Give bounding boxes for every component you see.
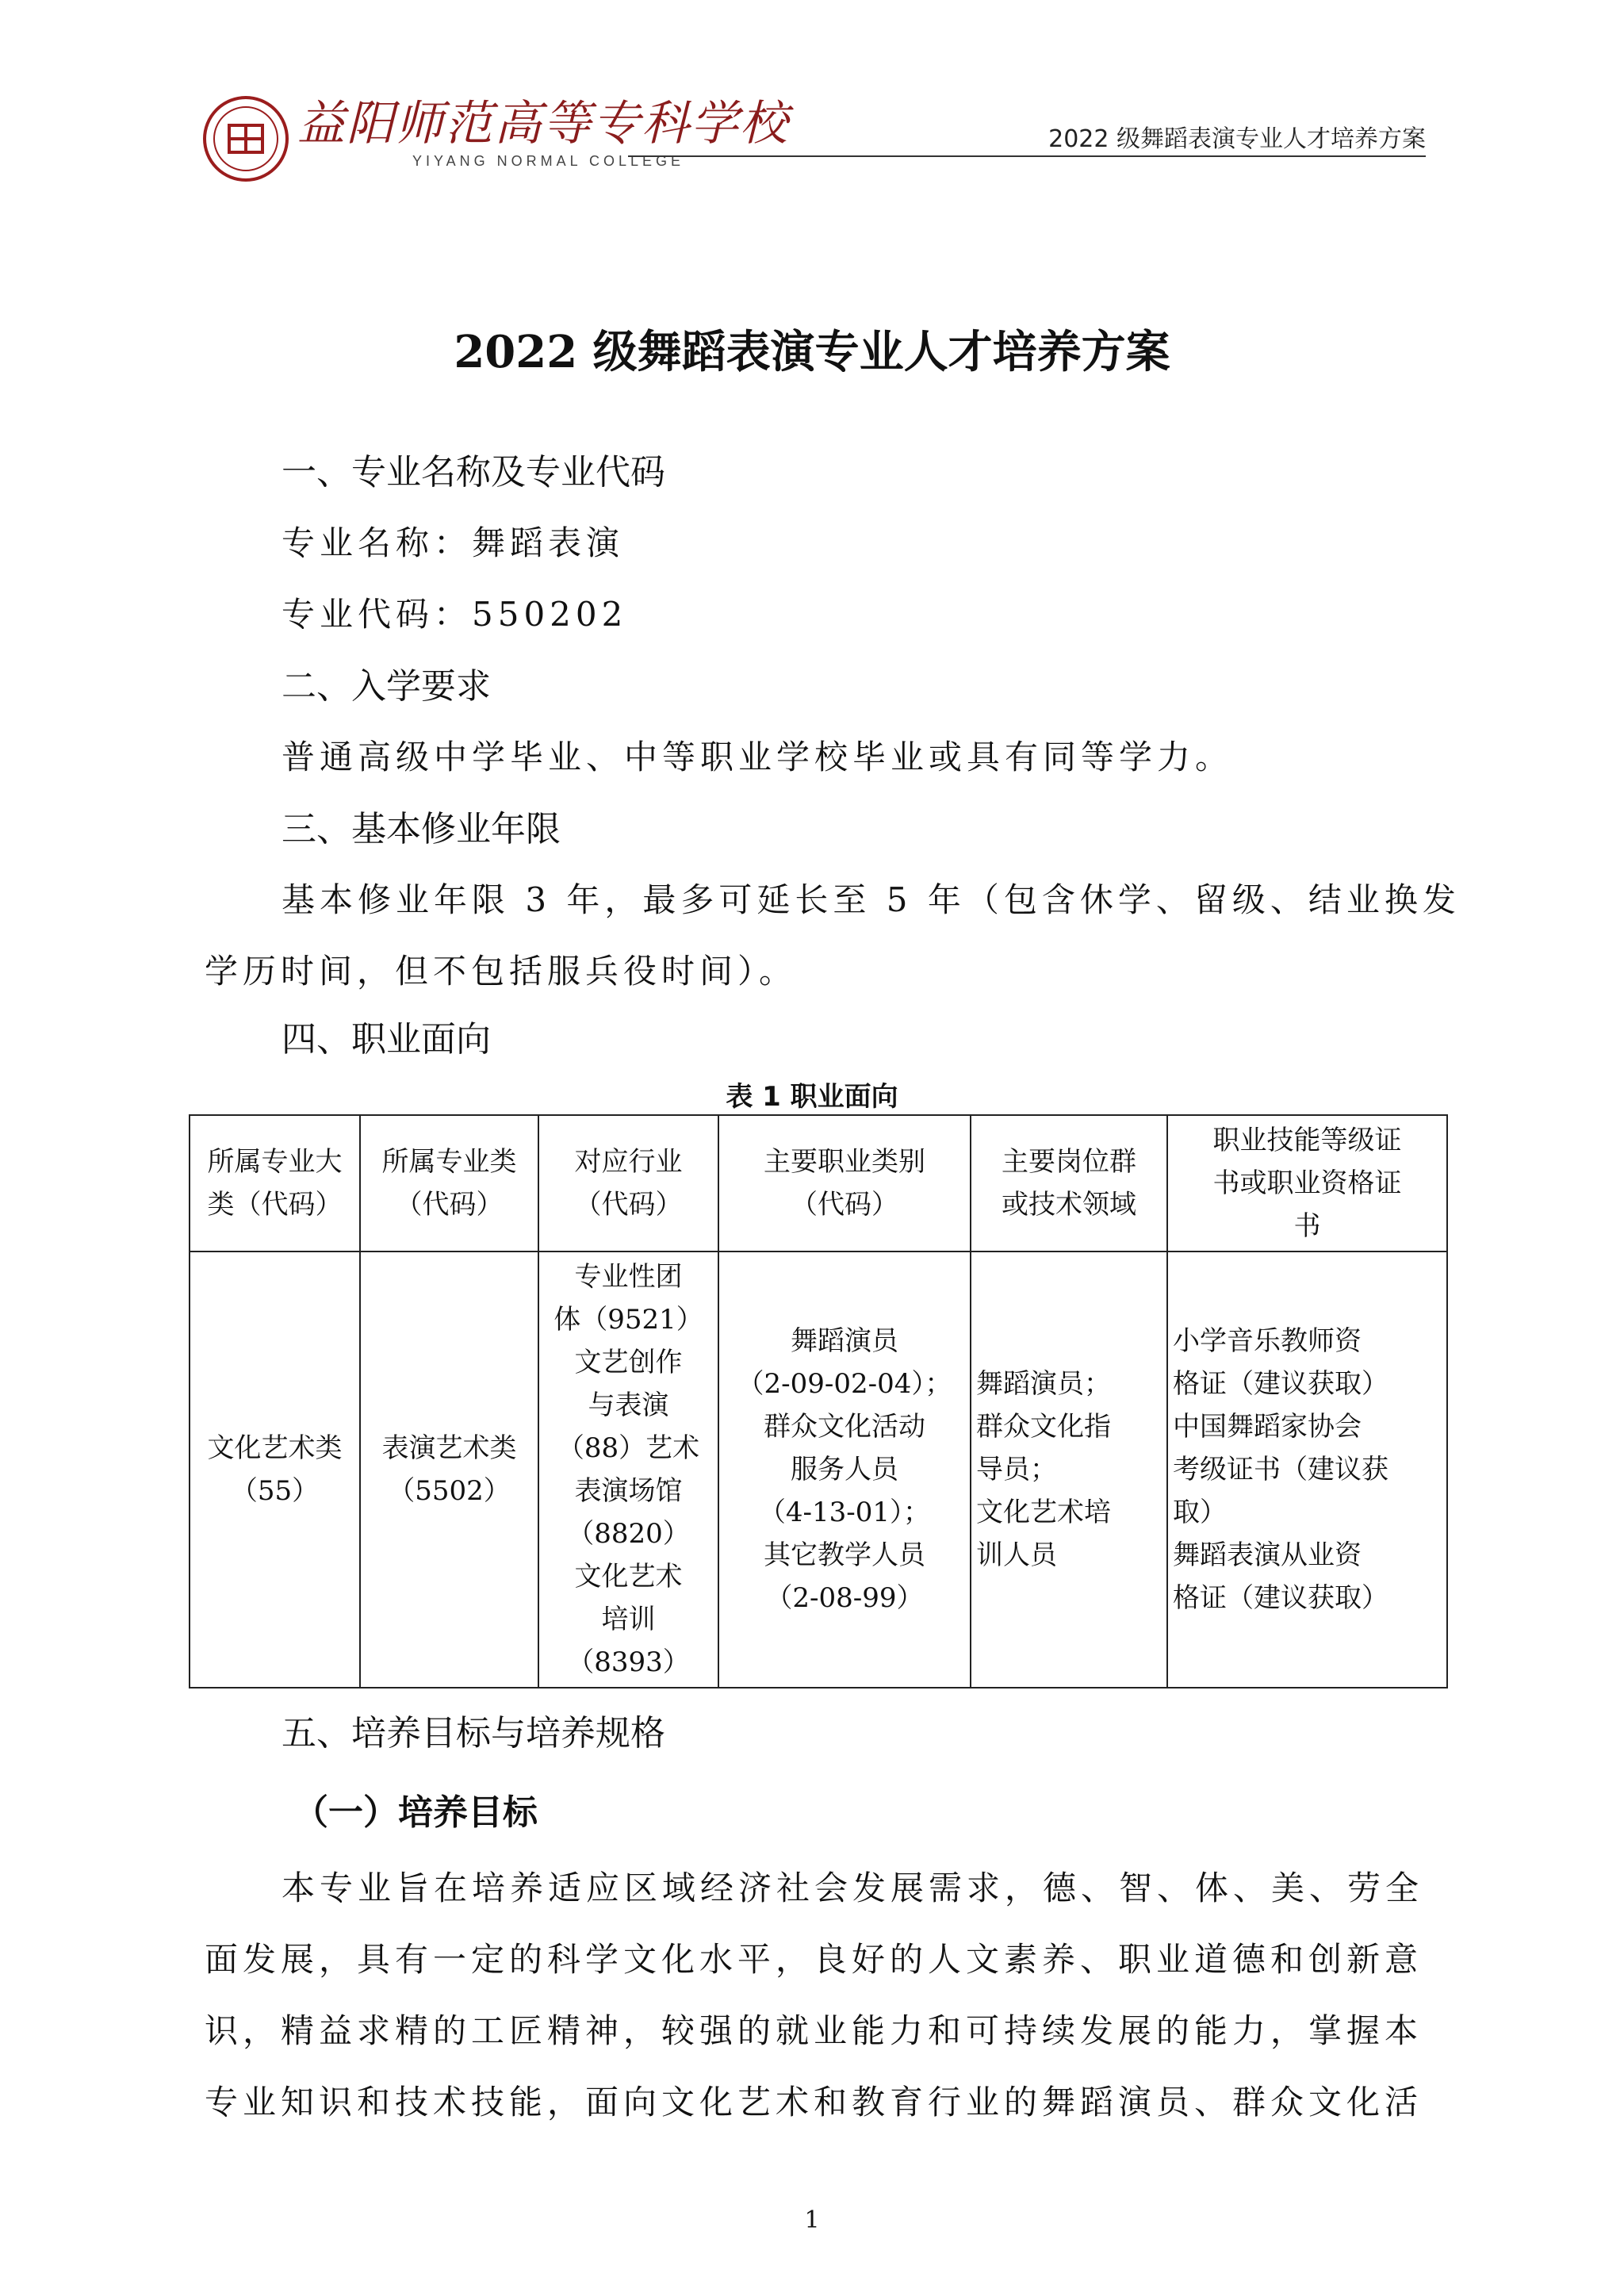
table-header-row (190, 1115, 1447, 1251)
college-logo (202, 95, 289, 182)
section-heading-3: 三、基本修业年限 (282, 809, 561, 849)
table-cell: 专业性团 体（9521） 文艺创作 与表演 （88）艺术 表演场馆 （8820） 文化艺术 培训 （8393） (538, 1251, 718, 1688)
school-name-english: YIYANG NORMAL COLLEGE (412, 153, 685, 169)
table-cell: 文化艺术类 （55） (190, 1251, 360, 1688)
major-code-line: 专业代码：550202 (282, 595, 628, 634)
header-cell: 对应行业 （代码） (538, 1115, 718, 1251)
table-cell: 小学音乐教师资 格证（建议获取） 中国舞蹈家协会 考级证书（建议获 取） 舞蹈表演从业资 格证（建议获取） (1167, 1251, 1447, 1688)
major-name-line: 专业名称：舞蹈表演 (282, 523, 625, 562)
page-title: 2022 级舞蹈表演专业人才培养方案 (454, 326, 1170, 378)
header-cell: 职业技能等级证 书或职业资格证 书 (1167, 1115, 1447, 1251)
page-number: 1 (804, 2206, 820, 2234)
objective-paragraph-line-1: 本专业旨在培养适应区域经济社会发展需求，德、智、体、美、劳全 (282, 1869, 1424, 1907)
objective-paragraph-line-2: 面发展，具有一定的科学文化水平，良好的人文素养、职业道德和创新意 (205, 1940, 1423, 1979)
header-cell: 所属专业类 （代码） (360, 1115, 538, 1251)
table-row (190, 1251, 1447, 1688)
header-cell: 所属专业大 类（代码） (190, 1115, 360, 1251)
admission-text: 普通高级中学毕业、中等职业学校毕业或具有同等学力。 (282, 738, 1234, 776)
objective-paragraph-line-4: 专业知识和技术技能，面向文化艺术和教育行业的舞蹈演员、群众文化活 (205, 2083, 1423, 2122)
section-heading-1: 一、专业名称及专业代码 (282, 452, 665, 493)
header-cell: 主要岗位群 或技术领域 (971, 1115, 1167, 1251)
header-cell: 主要职业类别 （代码） (718, 1115, 971, 1251)
table-cell: 舞蹈演员； 群众文化指 导员； 文化艺术培 训人员 (971, 1251, 1167, 1688)
study-years-text-1: 基本修业年限 3 年，最多可延长至 5 年（包含休学、留级、结业换发 (282, 880, 1461, 919)
header-rule (628, 155, 1426, 157)
table-caption: 表 1 职业面向 (726, 1081, 898, 1113)
study-years-text-2: 学历时间，但不包括服兵役时间）。 (205, 952, 798, 991)
section-heading-4: 四、职业面向 (282, 1019, 491, 1060)
school-name-calligraphy: 益阳师范高等专科学校 (297, 96, 789, 151)
table-cell: 表演艺术类 （5502） (360, 1251, 538, 1688)
section-heading-5: 五、培养目标与培养规格 (282, 1713, 665, 1754)
section-heading-2: 二、入学要求 (282, 666, 491, 707)
subsection-heading-objectives: （一）培养目标 (293, 1792, 538, 1833)
running-header-title: 2022 级舞蹈表演专业人才培养方案 (1048, 125, 1426, 153)
career-orientation-table (189, 1114, 1448, 1688)
objective-paragraph-line-3: 识，精益求精的工匠精神，较强的就业能力和可持续发展的能力，掌握本 (205, 2011, 1423, 2050)
table-cell: 舞蹈演员 （2-09-02-04）； 群众文化活动 服务人员 （4-13-01）； 其它教学人员 （2-08-99） (718, 1251, 971, 1688)
